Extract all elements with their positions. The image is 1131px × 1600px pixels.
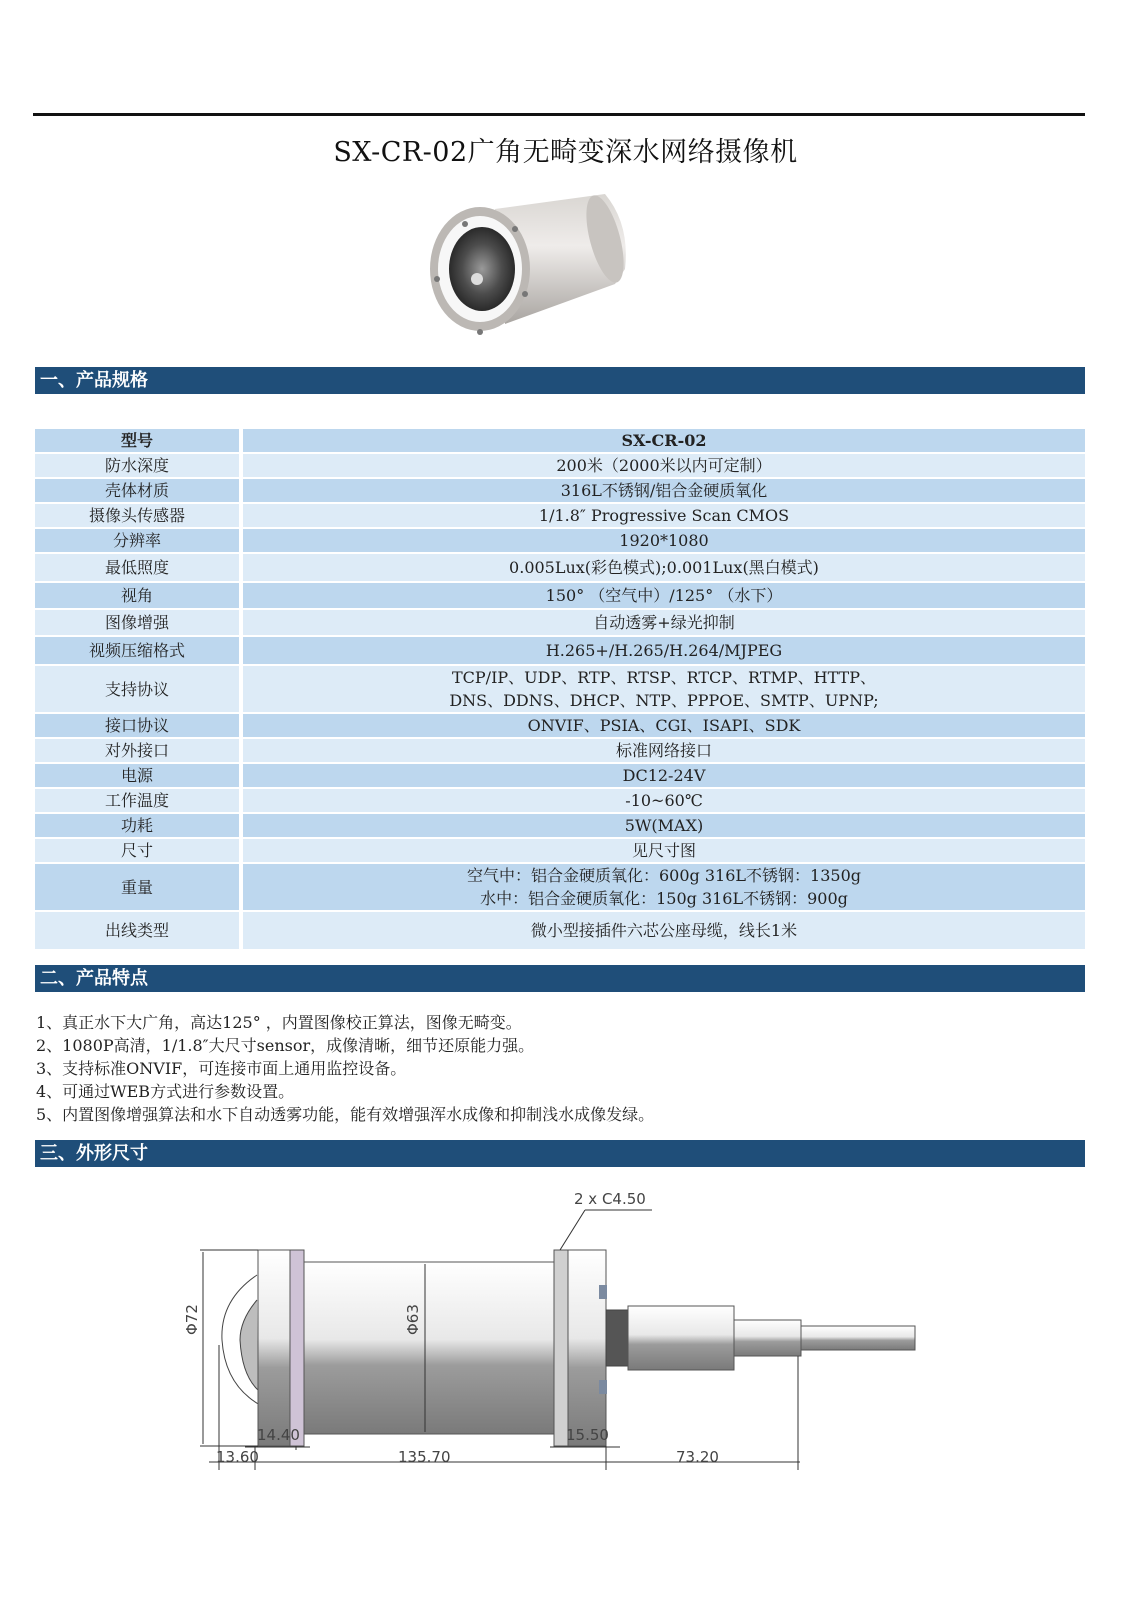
spec-value: 1/1.8″ Progressive Scan CMOS [243, 504, 1085, 527]
feature-item: 1、真正水下大广角，高达125° ，内置图像校正算法，图像无畸变。 [36, 1013, 522, 1032]
spec-value: 自动透雾+绿光抑制 [243, 610, 1085, 635]
header-rule [33, 113, 1085, 116]
spec-value: 空气中：铝合金硬质氧化：600g 316L不锈钢：1350g [467, 866, 861, 885]
feature-item: 4、可通过WEB方式进行参数设置。 [36, 1082, 295, 1101]
spec-key: 出线类型 [35, 912, 243, 949]
section-heading-spec: 一、产品规格 [35, 367, 1085, 394]
table-row [35, 839, 1085, 862]
spec-value: 0.005Lux(彩色模式);0.001Lux(黑白模式) [243, 554, 1085, 581]
table-row [35, 529, 1085, 552]
spec-key: 型号 [35, 429, 243, 452]
front-flange-dim: 14.40 [257, 1426, 300, 1444]
spec-key: 壳体材质 [35, 479, 243, 502]
spec-key: 最低照度 [35, 554, 243, 581]
spec-key: 重量 [35, 864, 243, 910]
dome-dim: 13.60 [216, 1448, 259, 1466]
table-row [35, 764, 1085, 787]
table-row [35, 554, 1085, 581]
table-row [35, 479, 1085, 502]
spec-table [35, 427, 1085, 951]
spec-key: 摄像头传感器 [35, 504, 243, 527]
table-row [35, 912, 1085, 949]
spec-key: 电源 [35, 764, 243, 787]
section-heading-features: 二、产品特点 [35, 965, 1085, 992]
body-diameter-label: Φ63 [404, 1304, 422, 1335]
spec-key: 视频压缩格式 [35, 637, 243, 664]
chamfer-label: 2 x C4.50 [574, 1190, 646, 1208]
table-row [35, 637, 1085, 664]
body-length-dim: 135.70 [398, 1448, 451, 1466]
spec-value: 微小型接插件六芯公座母缆，线长1米 [243, 912, 1085, 949]
spec-key: 尺寸 [35, 839, 243, 862]
cable-length-dim: 73.20 [676, 1448, 719, 1466]
spec-key: 防水深度 [35, 454, 243, 477]
table-row [35, 739, 1085, 762]
spec-key: 图像增强 [35, 610, 243, 635]
product-photo [425, 184, 635, 344]
section-heading-dimensions: 三、外形尺寸 [35, 1140, 1085, 1167]
spec-value: -10~60℃ [243, 789, 1085, 812]
spec-value-line2: DNS、DDNS、DHCP、NTP、PPPOE、SMTP、UPNP; [449, 691, 879, 710]
feature-item: 5、内置图像增强算法和水下自动透雾功能，能有效增强浑水成像和抑制浅水成像发绿。 [36, 1105, 655, 1124]
table-row [35, 610, 1085, 635]
spec-key: 工作温度 [35, 789, 243, 812]
feature-item: 3、支持标准ONVIF，可连接市面上通用监控设备。 [36, 1059, 407, 1078]
spec-key: 支持协议 [35, 666, 243, 712]
table-row [35, 814, 1085, 837]
dimension-drawing [160, 1180, 940, 1480]
outer-diameter-label: Φ72 [183, 1304, 201, 1335]
table-row [35, 429, 1085, 452]
spec-value: 5W(MAX) [243, 814, 1085, 837]
table-row [35, 864, 1085, 910]
spec-key: 接口协议 [35, 714, 243, 737]
feature-list [36, 1011, 654, 1126]
spec-value: 200米（2000米以内可定制） [243, 454, 1085, 477]
spec-value: 标准网络接口 [243, 739, 1085, 762]
feature-item: 2、1080P高清，1/1.8″大尺寸sensor，成像清晰，细节还原能力强。 [36, 1036, 535, 1055]
spec-value: H.265+/H.265/H.264/MJPEG [243, 637, 1085, 664]
table-row [35, 714, 1085, 737]
table-row [35, 504, 1085, 527]
spec-value: SX-CR-02 [243, 429, 1085, 452]
table-row [35, 789, 1085, 812]
spec-value: TCP/IP、UDP、RTP、RTSP、RTCP、RTMP、HTTP、 [452, 668, 876, 687]
spec-key: 对外接口 [35, 739, 243, 762]
spec-key: 视角 [35, 583, 243, 608]
page-title: SX-CR-02广角无畸变深水网络摄像机 [333, 137, 798, 168]
spec-key: 功耗 [35, 814, 243, 837]
spec-value: DC12-24V [243, 764, 1085, 787]
spec-value: 150° （空气中）/125° （水下） [243, 583, 1085, 608]
rear-flange-dim: 15.50 [566, 1426, 609, 1444]
spec-value-line2: 水中：铝合金硬质氧化：150g 316L不锈钢：900g [480, 889, 848, 908]
table-row [35, 454, 1085, 477]
spec-value: 1920*1080 [243, 529, 1085, 552]
table-row [35, 583, 1085, 608]
spec-key: 分辨率 [35, 529, 243, 552]
spec-value: ONVIF、PSIA、CGI、ISAPI、SDK [243, 714, 1085, 737]
spec-value: 316L不锈钢/铝合金硬质氧化 [243, 479, 1085, 502]
table-row [35, 666, 1085, 712]
spec-value: 见尺寸图 [243, 839, 1085, 862]
